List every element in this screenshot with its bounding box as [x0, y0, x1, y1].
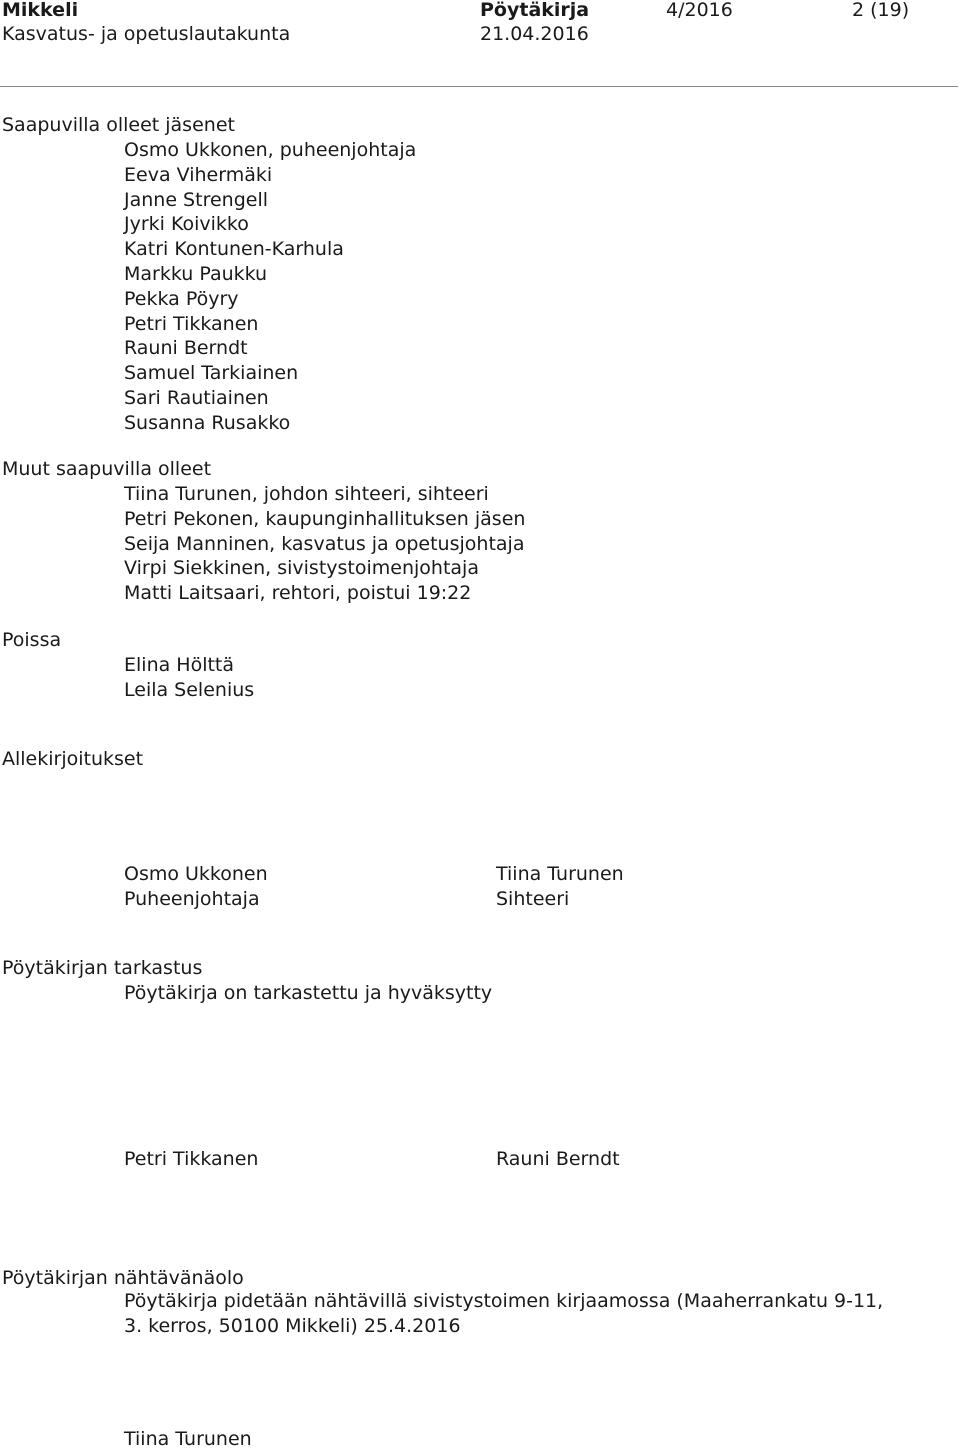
- list-item: Rauni Berndt: [124, 337, 248, 360]
- signatures-heading: Allekirjoitukset: [2, 748, 144, 770]
- list-item: Elina Hölttä: [124, 654, 235, 676]
- present-members-list: [124, 138, 416, 436]
- others-present-list: [124, 482, 525, 606]
- secretary-title: Sihteeri: [496, 888, 570, 910]
- header-page-number: 2 (19): [852, 0, 910, 21]
- reviewer-1-name: Petri Tikkanen: [124, 1148, 259, 1170]
- absent-heading: Poissa: [2, 629, 62, 651]
- list-item: Tiina Turunen, johdon sihteeri, sihteeri: [124, 483, 489, 505]
- list-item: Markku Paukku: [124, 262, 268, 285]
- reviewer-2-name: Rauni Berndt: [496, 1148, 620, 1170]
- list-item: Eeva Vihermäki: [124, 163, 273, 186]
- present-members-heading: Saapuvilla olleet jäsenet: [2, 114, 235, 136]
- display-signer: Tiina Turunen: [124, 1428, 252, 1450]
- list-item: Leila Selenius: [124, 678, 255, 701]
- list-item: Matti Laitsaari, rehtori, poistui 19:22: [124, 582, 472, 605]
- display-text: Pöytäkirja pidetään nähtävillä sivistystoimen kirjaamossa (Maaherrankatu 9-11, 3. kerros, 50100 Mikkeli) 25.4.2016: [124, 1290, 884, 1337]
- list-item: Jyrki Koivikko: [124, 213, 249, 236]
- list-item: Sari Rautiainen: [124, 386, 269, 409]
- review-text: Pöytäkirja on tarkastettu ja hyväksytty: [124, 982, 493, 1004]
- header-meeting-number: 4/2016: [666, 0, 733, 21]
- list-item: Janne Strengell: [124, 188, 269, 211]
- list-item: Virpi Siekkinen, sivistystoimenjohtaja: [124, 557, 479, 580]
- chair-name: Osmo Ukkonen: [124, 863, 268, 885]
- secretary-name: Tiina Turunen: [496, 863, 624, 885]
- review-heading: Pöytäkirjan tarkastus: [2, 957, 203, 979]
- list-item: Petri Tikkanen: [124, 312, 259, 335]
- header-divider: [0, 86, 958, 87]
- display-heading: Pöytäkirjan nähtävänäolo: [2, 1267, 244, 1289]
- header-date: 21.04.2016: [480, 23, 589, 45]
- header-doc-type: Pöytäkirja: [480, 0, 590, 21]
- list-item: Pekka Pöyry: [124, 287, 239, 310]
- header-city: Mikkeli: [2, 0, 79, 21]
- list-item: Seija Manninen, kasvatus ja opetusjohtaja: [124, 532, 525, 555]
- list-item: Osmo Ukkonen, puheenjohtaja: [124, 139, 417, 161]
- others-present-heading: Muut saapuvilla olleet: [2, 458, 212, 480]
- list-item: Susanna Rusakko: [124, 411, 291, 434]
- chair-title: Puheenjohtaja: [124, 888, 260, 910]
- list-item: Petri Pekonen, kaupunginhallituksen jäsen: [124, 507, 526, 530]
- list-item: Samuel Tarkiainen: [124, 362, 299, 385]
- header-board: Kasvatus- ja opetuslautakunta: [2, 23, 291, 45]
- list-item: Katri Kontunen-Karhula: [124, 238, 344, 261]
- absent-list: [124, 653, 254, 703]
